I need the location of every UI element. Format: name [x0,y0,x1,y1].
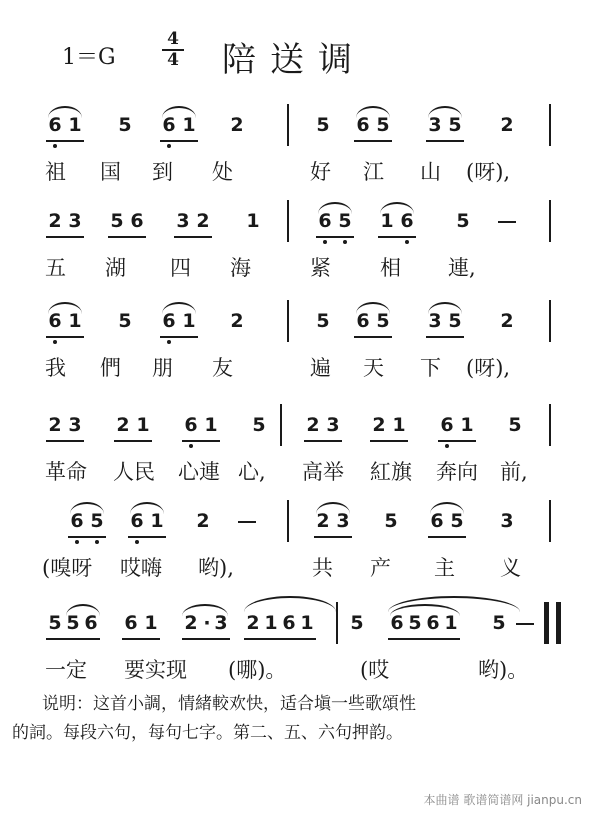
note: 2 [230,114,244,136]
slur [70,502,104,514]
note: 1 [136,414,150,436]
key-signature: 1＝G [62,45,116,70]
slur [162,302,196,314]
beam-underline [46,638,100,640]
note: 5 [376,114,390,136]
barline [544,602,549,644]
note: 1 [300,612,314,634]
lyric-word: (嗅呀 [42,556,93,580]
notation-line [0,404,602,460]
note: 3 [214,612,228,634]
beam-underline [122,638,160,640]
lyric-word: 山 [420,160,441,184]
sustain-dash [516,623,534,625]
beam-underline [378,236,416,238]
beam-underline [174,236,212,238]
note: 6 [184,414,198,436]
note: 6 [48,114,62,136]
note: 1 [444,612,458,634]
note: 6 [430,510,444,532]
beam-underline [426,140,464,142]
note: · [203,612,211,634]
note: 5 [384,510,398,532]
note: 5 [252,414,266,436]
lyric-word: 国 [100,160,121,184]
lyric-word: (呀), [466,160,511,184]
lyric-word: 四 [170,256,191,280]
note: 2 [196,210,210,232]
slur [318,202,352,214]
time-signature: 4 4 [162,30,184,70]
system-3 [0,300,602,378]
lyric-word: 海 [230,256,251,280]
notation-line [0,500,602,556]
lyric-word: (哎 [360,658,390,682]
note: 3 [428,310,442,332]
note: 3 [336,510,350,532]
note: 6 [390,612,404,634]
note: 2 [116,414,130,436]
lyric-word: 革命 [45,460,87,484]
note: 6 [130,510,144,532]
note: 1 [460,414,474,436]
note: 2 [500,310,514,332]
beam-underline [316,236,354,238]
notation-line [0,300,602,356]
lyric-word: 义 [500,556,521,580]
lyric-word: 遍 [310,356,331,380]
beam-underline [304,440,342,442]
beam-underline [68,536,106,538]
beam-underline [438,440,476,442]
lyric-word: 心連 [178,460,220,484]
lyric-word: 哟)。 [478,658,529,682]
slur [130,502,164,514]
note: 2 [372,414,386,436]
barline [336,602,338,644]
note: 5 [376,310,390,332]
note: 5 [90,510,104,532]
lyric-line [0,654,602,682]
note: 5 [450,510,464,532]
beam-underline [354,140,392,142]
beam-underline [46,336,84,338]
note: 3 [326,414,340,436]
note: 5 [110,210,124,232]
lyric-word: 我 [45,356,66,380]
note: 2 [184,612,198,634]
note: 2 [48,210,62,232]
beam-underline [46,440,84,442]
beam-underline [108,236,146,238]
note: 6 [124,612,138,634]
note: 6 [162,310,176,332]
note: 6 [282,612,296,634]
beam-underline [114,440,152,442]
note: 2 [48,414,62,436]
system-1 [0,104,602,182]
barline [287,104,289,146]
beam-underline [160,336,198,338]
sustain-dash [238,521,256,523]
note: 1 [68,114,82,136]
note: 5 [492,612,506,634]
note: 6 [356,310,370,332]
lyric-line [0,456,602,484]
slur [182,604,228,616]
song-title: 陪送调 [222,40,366,80]
lyric-word: 心, [238,460,266,484]
note: 2 [230,310,244,332]
notation-line [0,104,602,160]
note: 6 [440,414,454,436]
note: 5 [48,612,62,634]
beam-underline [182,638,230,640]
beam-underline [46,140,84,142]
beam-underline [314,536,352,538]
note: 2 [316,510,330,532]
note: 3 [500,510,514,532]
system-5 [0,500,602,578]
note: 1 [246,210,260,232]
note: 6 [162,114,176,136]
note: 3 [428,114,442,136]
explanation-line-2: 的詞。每段六句，每句七字。第二、五、六句押韵。 [12,723,403,743]
lyric-word: 相 [380,256,401,280]
slur [48,106,82,118]
note: 2 [196,510,210,532]
note: 5 [456,210,470,232]
note: 6 [318,210,332,232]
barline [549,404,551,446]
system-6 [0,602,602,680]
slur [380,202,414,214]
note: 2 [500,114,514,136]
lyric-word: 要实现 [124,658,187,682]
lyric-word: 哎嗨 [120,556,162,580]
note: 6 [426,612,440,634]
beam-underline [182,440,220,442]
slur [430,502,464,514]
lyric-word: 产 [370,556,391,580]
lyric-word: 奔向 [436,460,478,484]
barline [287,500,289,542]
lyric-line [0,252,602,280]
lyric-word: 处 [212,160,233,184]
note: 2 [306,414,320,436]
note: 5 [350,612,364,634]
beam-underline [46,236,84,238]
note: 2 [246,612,260,634]
lyric-word: 五 [45,256,66,280]
lyric-word: 哟), [198,556,234,580]
note: 6 [356,114,370,136]
lyric-word: (哪)。 [228,658,287,682]
note: 3 [176,210,190,232]
note: 5 [118,310,132,332]
beam-underline [160,140,198,142]
tie [388,596,520,612]
slur [428,302,462,314]
lyric-word: 紧 [310,256,331,280]
note: 5 [66,612,80,634]
watermark-footer: 本曲谱 歌谱简谱网 jianpu.cn [423,793,582,807]
explanation-text [12,690,562,748]
barline [549,300,551,342]
notation-line [0,602,602,658]
system-4 [0,404,602,482]
lyric-word: 下 [420,356,441,380]
lyric-word: 湖 [105,256,126,280]
note: 5 [338,210,352,232]
slur [162,106,196,118]
lyric-word: 高举 [302,460,344,484]
note: 1 [182,114,196,136]
note: 1 [144,612,158,634]
lyric-word: (呀), [466,356,511,380]
note: 6 [70,510,84,532]
note: 3 [68,414,82,436]
note: 5 [408,612,422,634]
slur [428,106,462,118]
lyric-word: 人民 [113,460,155,484]
note: 5 [316,310,330,332]
lyric-word: 好 [310,160,331,184]
beam-underline [388,638,460,640]
note: 1 [392,414,406,436]
note: 5 [448,310,462,332]
beam-underline [426,336,464,338]
note: 6 [84,612,98,634]
beam-underline [128,536,166,538]
note: 1 [380,210,394,232]
lyric-word: 友 [212,356,233,380]
barline [549,104,551,146]
slur [316,502,350,514]
beam-underline [428,536,466,538]
barline [549,200,551,242]
note: 1 [204,414,218,436]
note: 1 [150,510,164,532]
lyric-word: 天 [363,356,384,380]
barline [280,404,282,446]
lyric-word: 主 [434,556,455,580]
lyric-word: 前, [500,460,528,484]
lyric-line [0,552,602,580]
note: 5 [448,114,462,136]
slur [48,302,82,314]
notation-line [0,200,602,256]
note: 5 [316,114,330,136]
lyric-word: 們 [100,356,121,380]
lyric-line [0,156,602,184]
system-2 [0,200,602,278]
lyric-word: 祖 [45,160,66,184]
note: 1 [68,310,82,332]
barline [287,300,289,342]
lyric-line [0,352,602,380]
tie [244,596,336,612]
sustain-dash [498,221,516,223]
beam-underline [370,440,408,442]
lyric-word: 共 [312,556,333,580]
lyric-word: 朋 [152,356,173,380]
note: 6 [48,310,62,332]
beam-underline [354,336,392,338]
note: 6 [400,210,414,232]
note: 5 [508,414,522,436]
note: 3 [68,210,82,232]
note: 6 [130,210,144,232]
slur [356,302,390,314]
beam-underline [244,638,316,640]
lyric-word: 到 [152,160,173,184]
slur [66,604,100,616]
barline [549,500,551,542]
lyric-word: 紅旗 [370,460,412,484]
barline [556,602,561,644]
lyric-word: 一定 [45,658,87,682]
barline [287,200,289,242]
note: 5 [118,114,132,136]
explanation-line-1: 说明：这首小調，情緒較欢快，适合塡一些歌頌性 [42,694,416,714]
lyric-word: 江 [363,160,384,184]
slur [356,106,390,118]
note: 1 [264,612,278,634]
lyric-word: 連, [448,256,476,280]
note: 1 [182,310,196,332]
